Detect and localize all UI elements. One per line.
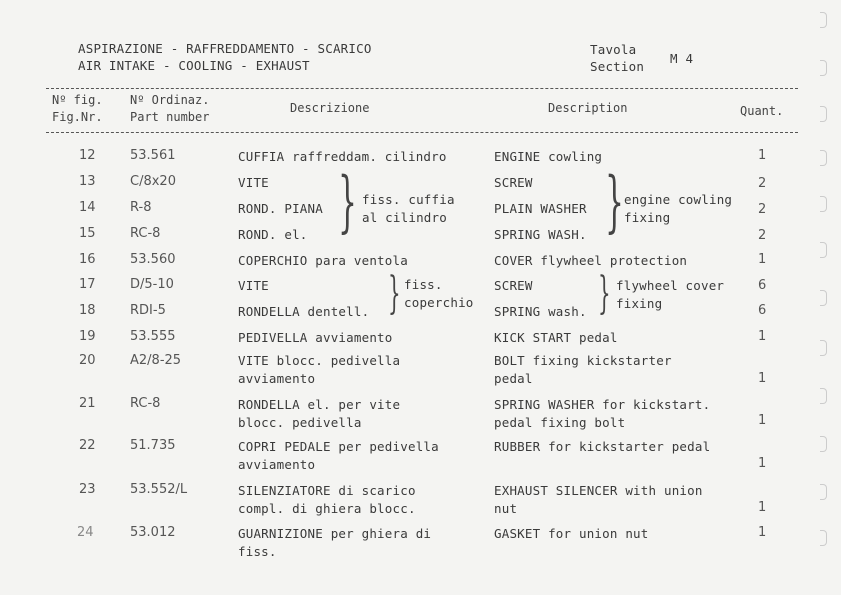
fig-number: 15 <box>79 226 96 241</box>
binder-mark <box>820 242 827 258</box>
header-rule-top <box>46 88 798 89</box>
quantity: 2 <box>758 228 767 243</box>
part-number: R-8 <box>130 200 152 215</box>
col-qty: Quant. <box>740 104 784 118</box>
description-en: ENGINE cowling <box>494 149 603 164</box>
binder-mark <box>820 150 827 166</box>
group-note-en: engine cowling fixing <box>624 192 733 225</box>
binder-mark <box>820 388 827 404</box>
description-it: RONDELLA dentell. <box>238 304 370 319</box>
quantity: 6 <box>758 303 767 318</box>
description-en: BOLT fixing kickstarter pedal <box>494 353 672 386</box>
quantity: 1 <box>758 413 767 428</box>
description-en: PLAIN WASHER <box>494 201 587 216</box>
quantity: 1 <box>758 252 767 267</box>
col-ord-en: Part number <box>130 110 210 124</box>
binder-mark <box>820 530 827 546</box>
fig-number: 20 <box>79 353 96 368</box>
section-code: M 4 <box>670 51 694 66</box>
description-it: COPERCHIO para ventola <box>238 253 408 268</box>
description-it: RONDELLA el. per vite blocc. pedivella <box>238 397 401 430</box>
quantity: 1 <box>758 456 767 471</box>
header-rule-bottom <box>46 132 798 133</box>
section-label: Section <box>590 59 645 74</box>
binder-mark <box>820 484 827 500</box>
fig-number: 24 <box>77 525 94 540</box>
part-number: 53.012 <box>130 525 176 540</box>
description-en: EXHAUST SILENCER with union nut <box>494 483 703 516</box>
quantity: 2 <box>758 176 767 191</box>
title-italian: ASPIRAZIONE - RAFFREDDAMENTO - SCARICO <box>78 41 372 56</box>
part-number: 53.561 <box>130 148 176 163</box>
part-number: D/5-10 <box>130 277 174 292</box>
group-note-it: fiss. coperchio <box>404 277 474 310</box>
fig-number: 12 <box>79 148 96 163</box>
part-number: RDI-5 <box>130 303 166 318</box>
fig-number: 21 <box>79 396 96 411</box>
fig-number: 19 <box>79 329 96 344</box>
description-it: ROND. el. <box>238 227 308 242</box>
description-it: SILENZIATORE di scarico compl. di ghiera blocc. <box>238 483 416 516</box>
description-it: PEDIVELLA avviamento <box>238 330 393 345</box>
quantity: 1 <box>758 525 767 540</box>
col-descr-en: Description <box>548 101 628 115</box>
part-number: RC-8 <box>130 226 161 241</box>
quantity: 1 <box>758 329 767 344</box>
description-en: KICK START pedal <box>494 330 618 345</box>
description-it: VITE blocc. pedivella avviamento <box>238 353 401 386</box>
group-brace: } <box>388 268 401 319</box>
binder-mark <box>820 106 827 122</box>
description-it: GUARNIZIONE per ghiera di fiss. <box>238 526 432 559</box>
binder-mark <box>820 196 827 212</box>
description-it: CUFFIA raffreddam. cilindro <box>238 149 447 164</box>
title-english: AIR INTAKE - COOLING - EXHAUST <box>78 58 310 73</box>
fig-number: 22 <box>79 438 96 453</box>
description-it: VITE <box>238 175 269 190</box>
description-en: SCREW <box>494 278 533 293</box>
col-fig-it: Nº fig. <box>52 93 103 107</box>
fig-number: 18 <box>79 303 96 318</box>
part-number: C/8x20 <box>130 174 176 189</box>
part-number: A2/8-25 <box>130 353 182 368</box>
col-fig-en: Fig.Nr. <box>52 110 103 124</box>
group-brace: } <box>605 163 624 240</box>
quantity: 1 <box>758 148 767 163</box>
part-number: RC-8 <box>130 396 161 411</box>
col-ord-it: Nº Ordinaz. <box>130 93 210 107</box>
part-number: 53.560 <box>130 252 176 267</box>
description-it: VITE <box>238 278 269 293</box>
description-en: RUBBER for kickstarter pedal <box>494 439 711 454</box>
description-en: GASKET for union nut <box>494 526 649 541</box>
binder-mark <box>820 340 827 356</box>
binder-mark <box>820 436 827 452</box>
fig-number: 13 <box>79 174 96 189</box>
fig-number: 17 <box>79 277 96 292</box>
binder-mark <box>820 60 827 76</box>
binder-mark <box>820 12 827 28</box>
description-en: SPRING WASH. <box>494 227 587 242</box>
fig-number: 14 <box>79 200 96 215</box>
fig-number: 16 <box>79 252 96 267</box>
fig-number: 23 <box>79 482 96 497</box>
group-note-it: fiss. cuffia al cilindro <box>362 192 455 225</box>
part-number: 51.735 <box>130 438 176 453</box>
group-brace: } <box>598 268 611 319</box>
part-number: 53.552/L <box>130 482 188 497</box>
binder-mark <box>820 290 827 306</box>
group-note-en: flywheel cover fixing <box>616 278 725 311</box>
tavola-label: Tavola <box>590 42 637 57</box>
group-brace: } <box>338 163 357 240</box>
description-en: SPRING wash. <box>494 304 587 319</box>
col-descr-it: Descrizione <box>290 101 370 115</box>
description-en: COVER flywheel protection <box>494 253 688 268</box>
quantity: 1 <box>758 500 767 515</box>
quantity: 6 <box>758 278 767 293</box>
description-it: COPRI PEDALE per pedivella avviamento <box>238 439 439 472</box>
description-it: ROND. PIANA <box>238 201 323 216</box>
description-en: SCREW <box>494 175 533 190</box>
description-en: SPRING WASHER for kickstart. pedal fixing bolt <box>494 397 711 430</box>
quantity: 1 <box>758 371 767 386</box>
part-number: 53.555 <box>130 329 176 344</box>
quantity: 2 <box>758 202 767 217</box>
